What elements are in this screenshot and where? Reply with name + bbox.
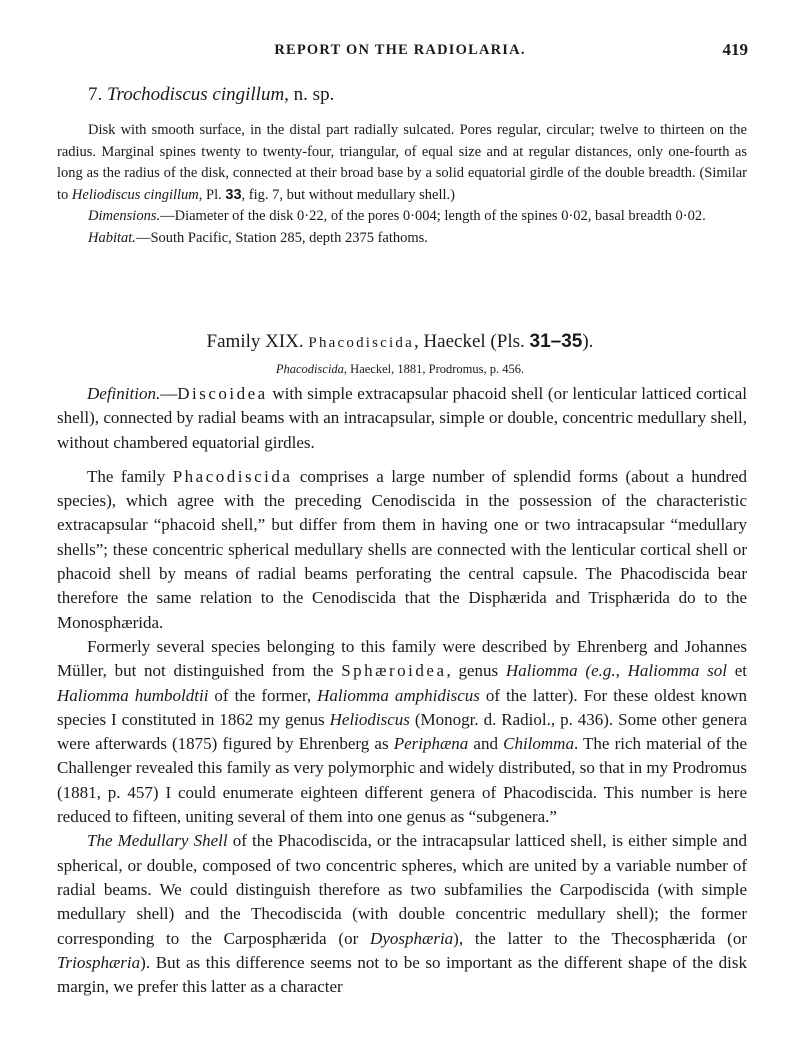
page-number: 419 — [722, 40, 748, 59]
description-text: Disk with smooth surface, in the distal part radially sulcated. Pores regular, circular; twelve to thirteen on the radius. Marginal spines twenty to twenty-four, triangular, of equal size and at regular distances, only one-fourth as long as the radius of the disk, connected at their broad base by a solid equatorial girdle of the double breadth. (Similar to — [57, 122, 747, 203]
definition-label: Definition. — [87, 384, 161, 403]
p2-text: et — [726, 661, 747, 681]
p2-text: and — [468, 734, 504, 754]
p3-heading: The Medullary Shell — [87, 831, 228, 851]
p2-text: Formerly several species belonging to this family were described by Ehrenberg and Johannes Müller, but not distinguished from the — [57, 636, 747, 681]
p3-term: Dyosphæria — [370, 928, 454, 948]
paragraph-3 — [57, 829, 747, 999]
family-author: , Haeckel (Pls. — [413, 331, 530, 352]
definition-text: with simple extracapsular phacoid shell (or lenticular latticed cortical shell), connected by radial beams with an intracapsular, simple or double, concentric medullary shell, without chambered equatorial girdles. — [57, 384, 747, 452]
plate-number: 33 — [225, 186, 242, 203]
species-status: , n. sp. — [284, 84, 335, 105]
species-dimensions — [57, 206, 747, 228]
paragraph-2 — [57, 635, 747, 829]
description-reference: Heliodiscus cingillum — [71, 186, 199, 203]
dimensions-text: —Diameter of the disk 0·22, of the pores 0·004; length of the spines 0·02, basal breadth 0·02. — [160, 208, 706, 224]
family-prefix: Family XIX. — [206, 331, 304, 352]
p2-species: Haliomma amphidiscus — [317, 685, 480, 705]
p2-genus: Chilomma — [503, 734, 574, 754]
habitat-label: Habitat. — [88, 229, 136, 246]
p2-text: (Monogr. d. Radiol., p. 436). Some other genera were afterwards (1875) figured by Ehrenberg as — [57, 709, 747, 754]
p2-text: , genus — [446, 661, 506, 681]
habitat-text: —South Pacific, Station 285, depth 2375 fathoms. — [135, 229, 428, 246]
family-name: Phacodiscida — [308, 335, 414, 351]
p2-text: of the former, — [208, 685, 318, 705]
species-description-block — [57, 120, 747, 249]
p2-sphaeroidea: Sphæroidea — [341, 661, 447, 681]
p2-species: (e.g., Haliomma sol — [585, 661, 727, 681]
description-text: , fig. 7, but without medullary shell.) — [241, 186, 455, 203]
dimensions-label: Dimensions. — [88, 208, 161, 224]
p2-species: Haliomma humboldtii — [57, 685, 209, 705]
family-close: ). — [582, 331, 594, 352]
p2-text: . The rich material of the Challenger revealed this family as very polymorphic and widely distributed, so that in my Prodromus (1881, p. 457) I could enumerate eighteen different genera of Phacodiscida. This number is here reduced to fifteen, uniting several of them into one genus as “subgenera.” — [57, 734, 747, 827]
synonym-reference: , Haeckel, 1881, Prodromus, p. 456. — [343, 362, 525, 376]
family-plates: 31–35 — [529, 331, 583, 352]
p2-text: of the latter). For these oldest known species I constituted in 1862 my genus — [57, 685, 747, 729]
species-heading — [88, 84, 334, 106]
species-habitat — [57, 228, 747, 250]
p2-genus: Periphæna — [393, 734, 469, 754]
species-name: Trochodiscus cingillum — [107, 84, 285, 105]
running-head: REPORT ON THE RADIOLARIA. — [274, 42, 526, 58]
p3-term: Triosphæria — [57, 952, 141, 972]
p3-text: of the Phacodiscida, or the intracapsular latticed shell, is either simple and spherical, or double, composed of two concentric spheres, which are united by a variable number of radial beams. We could distinguish therefore as two subfamilies the Carpodiscida (with simple medullary shell) and the Thecodiscida (with double concentric medullary shell); the former corresponding to the Carposphærida (or — [57, 831, 747, 948]
definition-dash: — — [160, 384, 178, 403]
family-heading — [0, 331, 800, 353]
species-number: 7. — [88, 84, 103, 105]
description-text: , Pl. — [198, 186, 226, 203]
paragraph-1 — [57, 465, 747, 635]
p1-text: comprises a large number of splendid forms (about a hundred species), which agree with the preceding Cenodiscida in the possession of the characteristic extracapsular “phacoid shell,” but differ from them in having one or two intracapsular “medullary shells”; these concentric spherical medullary shells are connected with the lenticular cortical shell or phacoid shell by means of radial beams perforating the central capsule. The Phacodiscida bear therefore the same relation to the Cenodiscida that the Disphærida and Trisphærida do to the Monosphærida. — [57, 466, 748, 632]
definition-paragraph — [57, 382, 747, 455]
synonym-name: Phacodiscida — [275, 362, 344, 376]
p1-text: The family — [87, 466, 173, 486]
species-description — [57, 120, 747, 206]
p2-genus: Heliodiscus — [329, 709, 410, 729]
p3-text: ), the latter to the Thecosphærida (or — [453, 928, 747, 948]
main-text — [57, 382, 747, 999]
p3-text: ). But as this difference seems not to be so important as the different shape of the disk margin, we prefer this latter as a character — [57, 952, 747, 997]
p2-genus: Haliomma — [505, 661, 578, 681]
p1-family-term: Phacodiscida — [172, 466, 293, 486]
definition-term: Discoidea — [177, 384, 268, 403]
family-synonym — [0, 362, 800, 377]
paragraph-gap — [57, 455, 747, 465]
